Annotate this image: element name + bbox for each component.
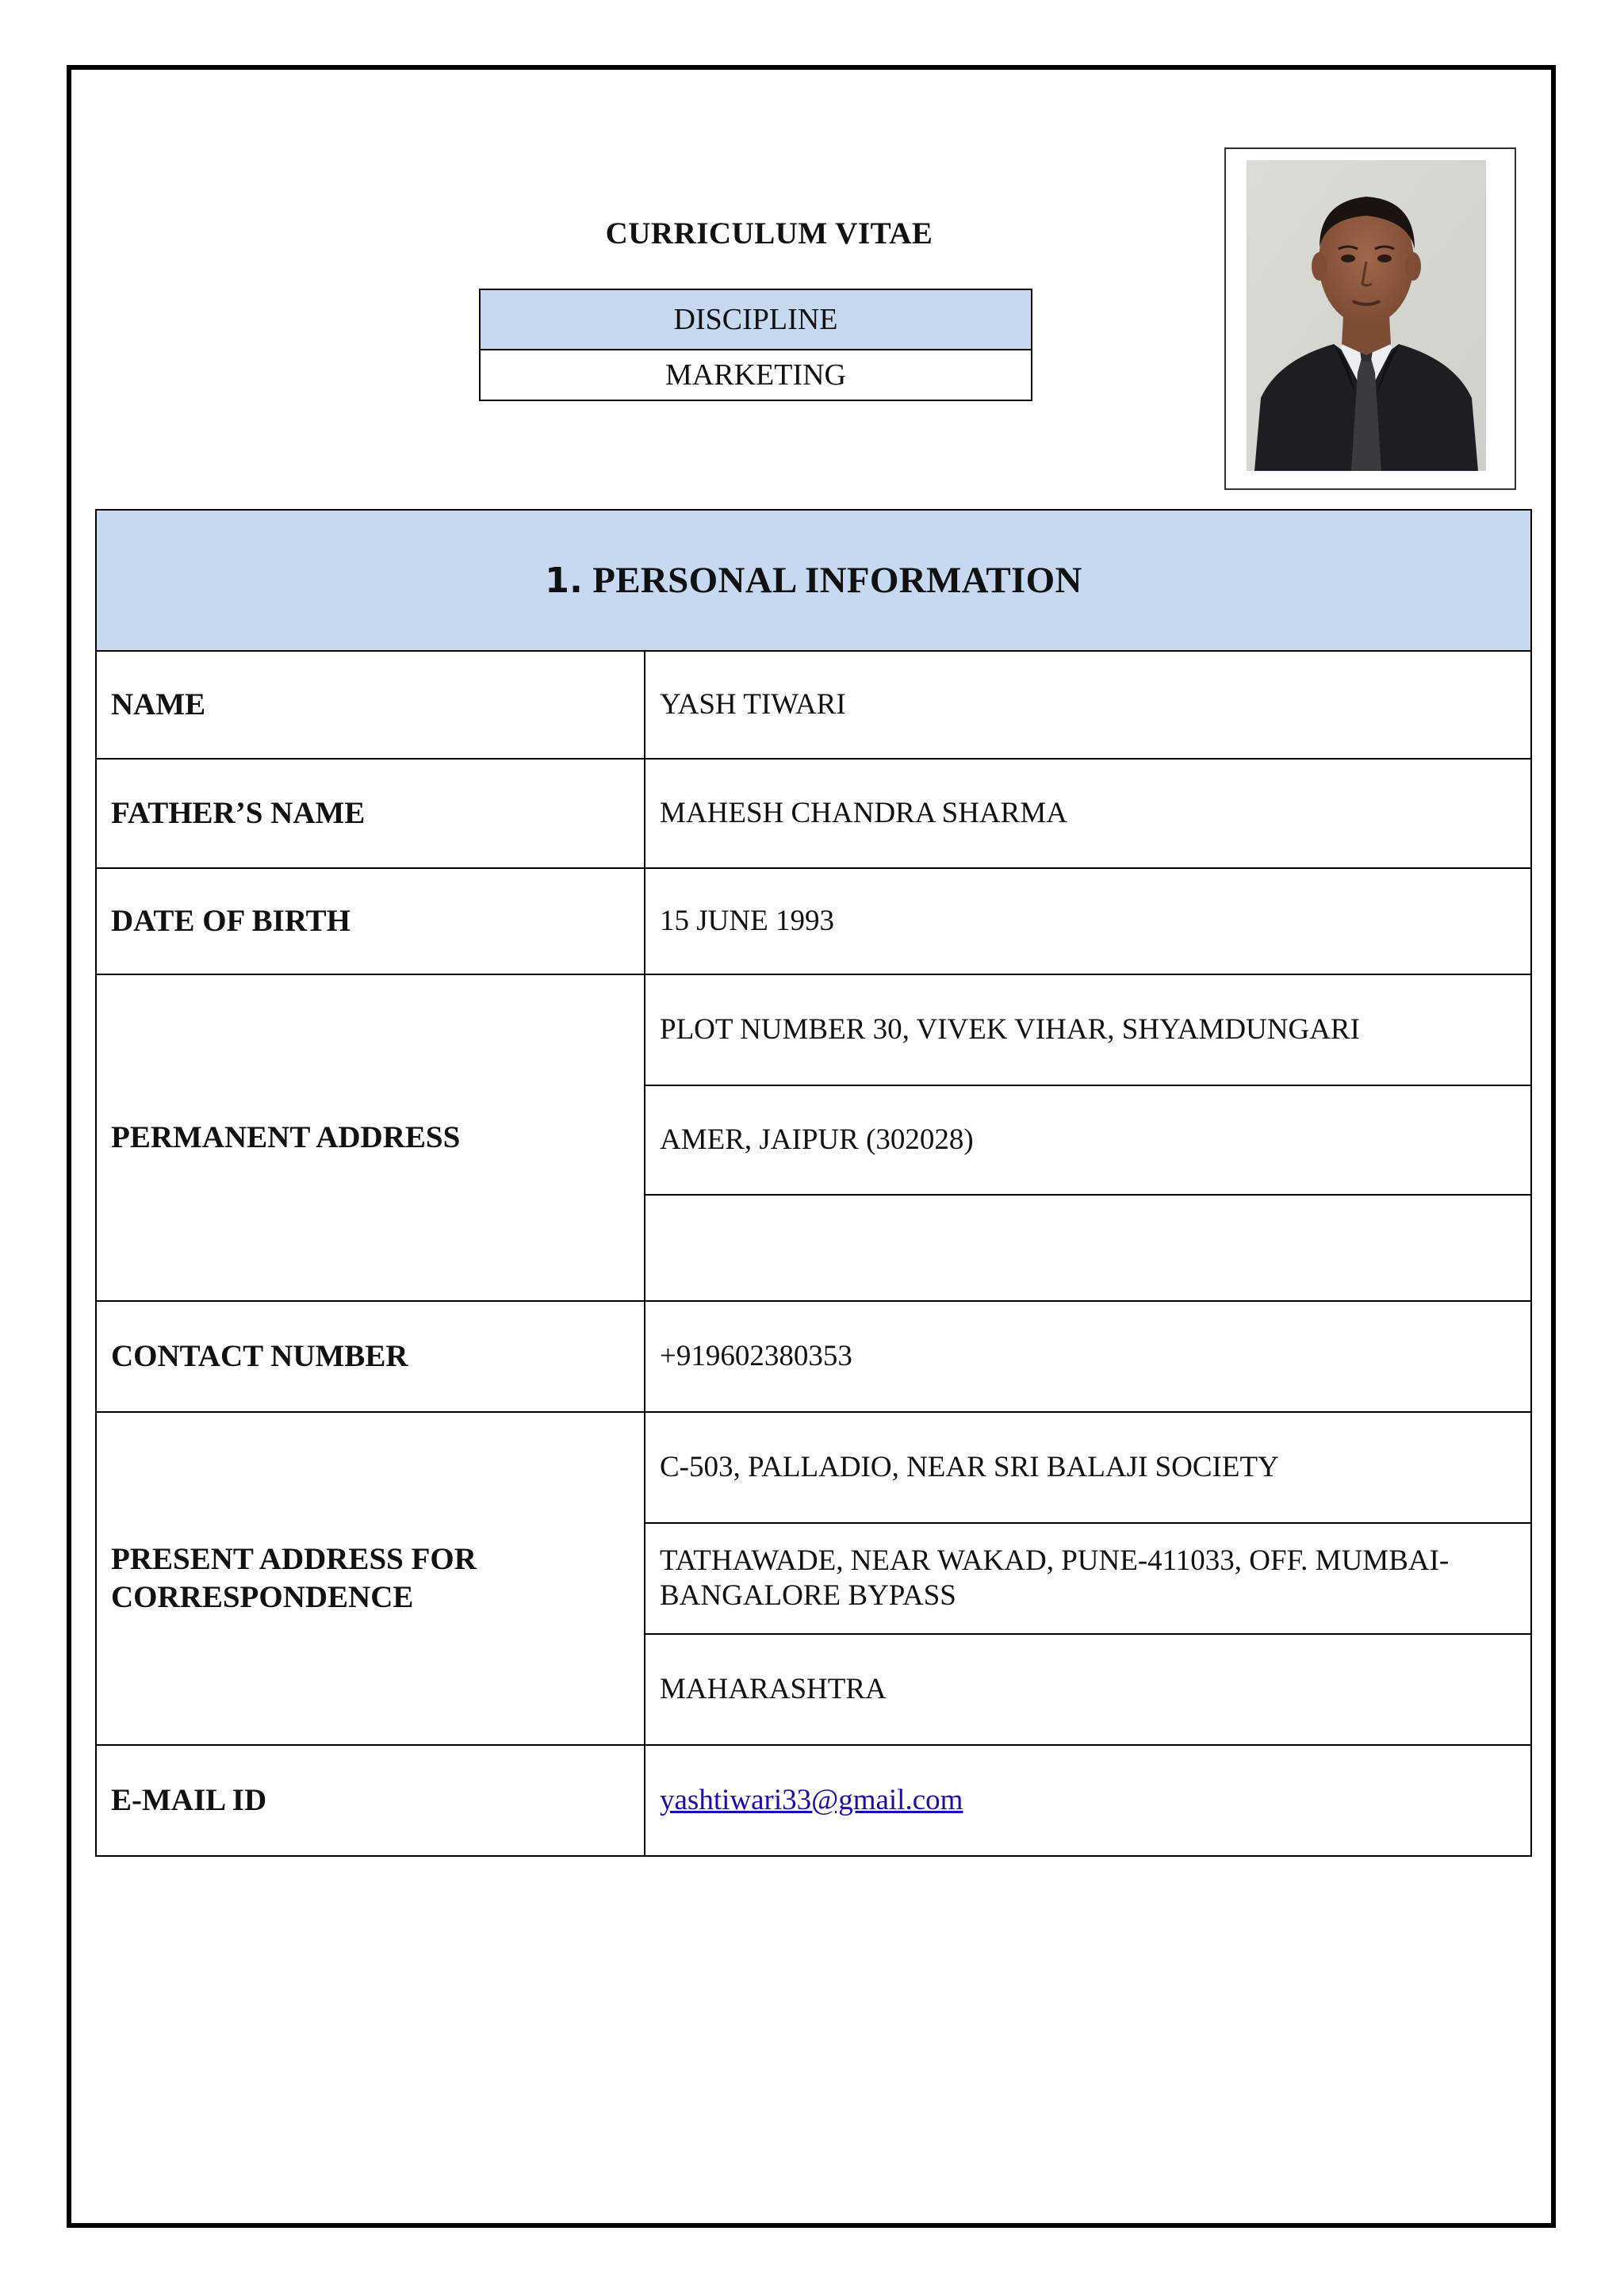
father-name-value: MAHESH CHANDRA SHARMA xyxy=(645,759,1531,868)
father-name-label: FATHER’S NAME xyxy=(96,759,645,868)
portrait-image xyxy=(1247,160,1486,471)
email-link[interactable]: yashtiwari33@gmail.com xyxy=(660,1784,963,1816)
table-row xyxy=(96,1301,1531,1412)
name-label: NAME xyxy=(96,651,645,759)
contact-number-value: +919602380353 xyxy=(645,1301,1531,1412)
permanent-address-line: AMER, JAIPUR (302028) xyxy=(645,1085,1531,1195)
discipline-box xyxy=(479,289,1032,401)
discipline-value: MARKETING xyxy=(665,358,846,392)
present-address-label xyxy=(96,1412,645,1745)
table-row xyxy=(96,868,1531,974)
present-address-line: MAHARASHTRA xyxy=(645,1634,1531,1745)
section-number: 1. xyxy=(545,561,584,601)
table-row xyxy=(96,974,1531,1085)
table-row xyxy=(96,1412,1531,1523)
permanent-address-line: PLOT NUMBER 30, VIVEK VIHAR, SHYAMDUNGARI xyxy=(645,974,1531,1085)
dob-label: DATE OF BIRTH xyxy=(96,868,645,974)
contact-number-label: CONTACT NUMBER xyxy=(96,1301,645,1412)
present-address-line: TATHAWADE, NEAR WAKAD, PUNE-411033, OFF. MUMBAI-BANGALORE BYPASS xyxy=(645,1523,1531,1634)
name-value: YASH TIWARI xyxy=(645,651,1531,759)
present-address-line: C-503, PALLADIO, NEAR SRI BALAJI SOCIETY xyxy=(645,1412,1531,1523)
present-address-label-line: PRESENT ADDRESS FOR xyxy=(111,1542,477,1576)
present-address-label-line: CORRESPONDENCE xyxy=(111,1580,414,1614)
table-row xyxy=(96,759,1531,868)
profile-photo xyxy=(1247,160,1486,471)
section-title: PERSONAL INFORMATION xyxy=(592,560,1082,601)
permanent-address-line xyxy=(645,1195,1531,1301)
table-row xyxy=(96,651,1531,759)
section-header-row xyxy=(96,510,1531,651)
table-row xyxy=(96,1745,1531,1856)
email-cell xyxy=(645,1745,1531,1856)
personal-info-table xyxy=(95,509,1532,1857)
photo-frame xyxy=(1224,147,1516,490)
discipline-label: DISCIPLINE xyxy=(481,290,1031,350)
section-heading xyxy=(96,510,1531,651)
document-title: CURRICULUM VITAE xyxy=(605,216,933,251)
email-label: E-MAIL ID xyxy=(96,1745,645,1856)
dob-value: 15 JUNE 1993 xyxy=(645,868,1531,974)
permanent-address-label: PERMANENT ADDRESS xyxy=(96,974,645,1301)
